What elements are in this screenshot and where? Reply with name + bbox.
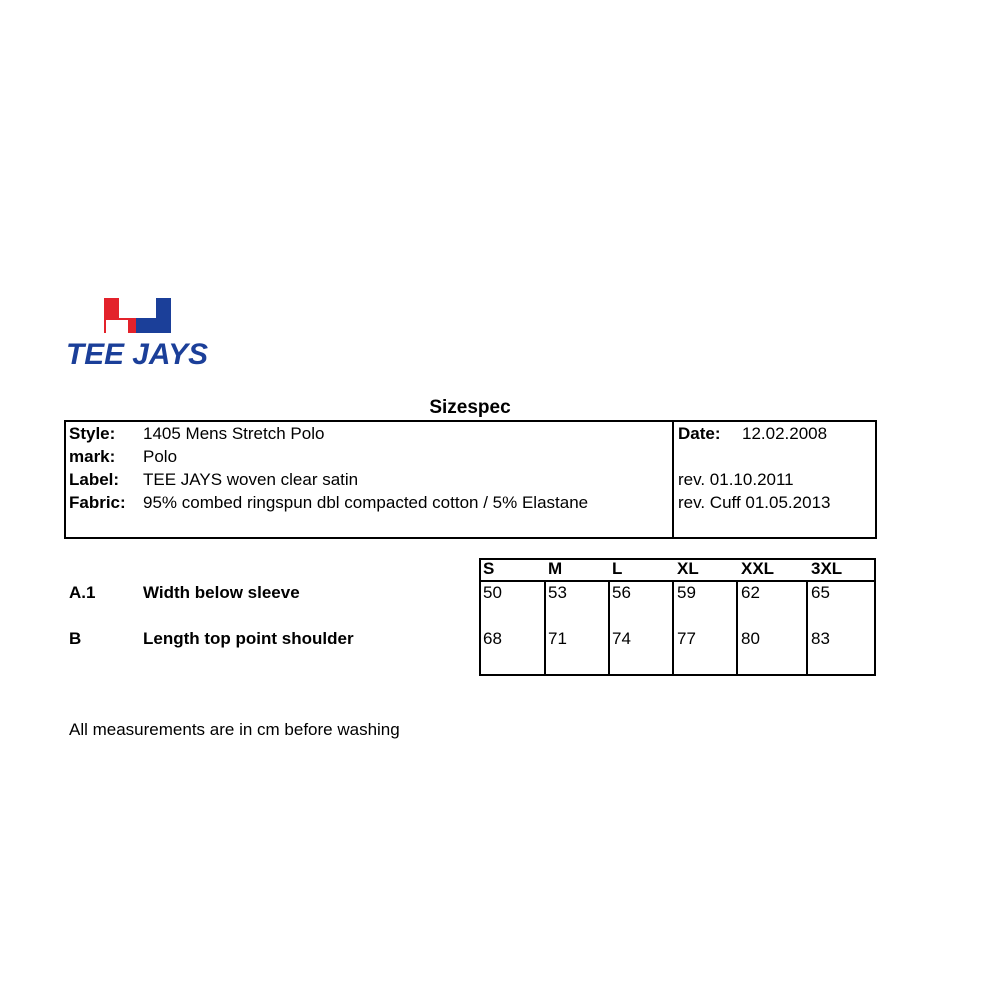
column-divider [544, 582, 546, 674]
row-label: Width below sleeve [143, 583, 300, 602]
revision-2: rev. Cuff 01.05.2013 [678, 493, 831, 512]
mark-label: mark: [69, 447, 116, 466]
column-divider [806, 582, 808, 674]
column-divider [608, 582, 610, 674]
measurement-note: All measurements are in cm before washing [69, 720, 400, 739]
size-header-xl: XL [677, 559, 699, 578]
mark-value: Polo [143, 447, 178, 466]
page-title: Sizespec [429, 397, 511, 418]
row-code: A.1 [69, 583, 96, 602]
size-header-l: L [612, 559, 623, 578]
table-cell: 74 [612, 629, 631, 648]
date-value: 12.02.2008 [742, 424, 828, 443]
logo-blue-mark [136, 298, 171, 333]
tee-jays-logo [64, 296, 214, 370]
style-row [69, 422, 324, 445]
logo-red-mark [104, 298, 139, 333]
table-cell: 77 [677, 629, 696, 648]
style-label: Style: [69, 424, 116, 443]
table-cell: 62 [741, 583, 760, 602]
table-cell: 59 [677, 583, 696, 602]
table-cell: 56 [612, 583, 631, 602]
fabric-row [69, 491, 588, 514]
fabric-label: Fabric: [69, 493, 126, 512]
label-row [69, 468, 358, 491]
mark-row [69, 445, 177, 468]
size-header-m: M [548, 559, 563, 578]
row-label: Length top point shoulder [143, 629, 354, 648]
table-cell: 83 [811, 629, 830, 648]
label-label: Label: [69, 470, 120, 489]
style-value: 1405 Mens Stretch Polo [143, 424, 325, 443]
table-cell: 65 [811, 583, 830, 602]
table-cell: 71 [548, 629, 567, 648]
size-header-s: S [483, 559, 495, 578]
date-label: Date: [678, 424, 721, 443]
table-cell: 68 [483, 629, 502, 648]
header-divider [672, 420, 674, 537]
table-cell: 53 [548, 583, 567, 602]
column-divider [672, 582, 674, 674]
row-code: B [69, 629, 82, 648]
logo-text: TEE JAYS [66, 338, 208, 370]
table-cell: 80 [741, 629, 760, 648]
revision-1: rev. 01.10.2011 [678, 470, 794, 489]
column-divider [736, 582, 738, 674]
date-row [678, 422, 827, 445]
fabric-value: 95% combed ringspun dbl compacted cotton / 5% Elastane [143, 493, 589, 512]
label-value: TEE JAYS woven clear satin [143, 470, 359, 489]
size-header-xxl: XXL [741, 559, 775, 578]
size-header-3xl: 3XL [811, 559, 843, 578]
table-cell: 50 [483, 583, 502, 602]
size-table-header-line [479, 580, 876, 582]
